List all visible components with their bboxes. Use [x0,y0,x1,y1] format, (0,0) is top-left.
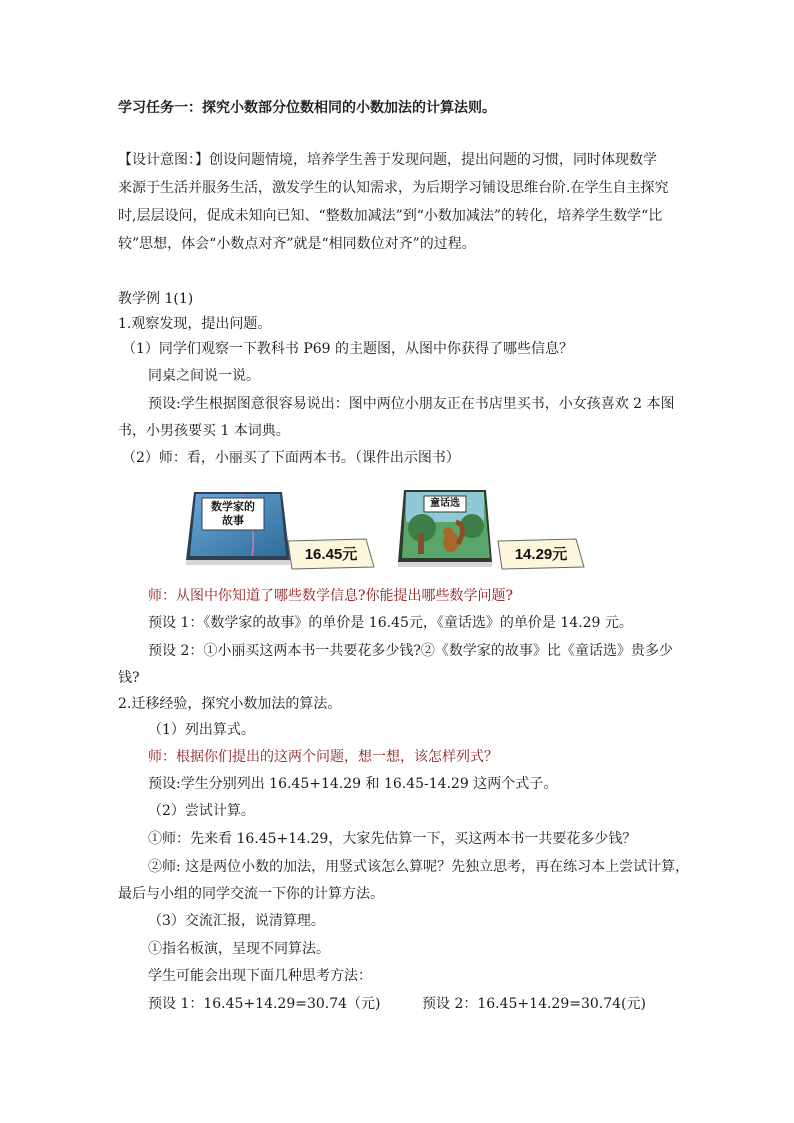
step2-sub-3-b: 学生可能会出现下面几种思考方法： [148,968,372,984]
step2-sub-1: （1）列出算式。 [148,722,255,738]
step1-preset-line-2: 书，小男孩要买 1 本词典。 [118,423,290,439]
book-math-stories [182,486,294,570]
design-intent-line-1: 【设计意图：】创设问题情境，培养学生善于发现问题，提出问题的习惯，同时体现数学 [118,152,657,168]
book-math-stories-price: 16.45元 [304,546,358,563]
step2-sub-2: （2）尝试计算。 [148,803,255,819]
step2-sub-2-b-line-1: ②师: 这是两位小数的加法，用竖式该怎么算呢？先独立思考，再在练习本上尝试计算， [148,859,690,875]
teacher-question: 师：从图中你知道了哪些数学信息?你能提出哪些数学问题? [148,588,514,604]
price-tag-math-stories [286,535,376,571]
design-intent-line-2: 来源于生活并服务生活，激发学生的认知需求，为后期学习铺设思维台阶.在学生自主探究 [118,180,669,196]
step1-question-1: （1）同学们观察一下教科书 P69 的主题图，从图中你获得了哪些信息？ [122,341,574,357]
step2-sub-3-preset-2: 预设 2：16.45+14.29=30.74(元) [422,996,646,1012]
book-fairy-tales [396,486,496,572]
step2-sub-1-teacher: 师：根据你们提出的这两个问题，想一想，该怎样列式？ [148,749,498,765]
price-tag-fairy-tales [496,535,586,571]
design-intent-line-4: 较”思想，体会“小数点对齐”就是“相同数位对齐”的过程。 [118,236,476,252]
book-math-stories-title-2: 故事 [222,514,244,527]
step1-preset-line-1: 预设:学生根据图意很容易说出：图中两位小朋友正在书店里买书，小女孩喜欢 2 本图 [148,396,675,412]
step2-title: 2.迁移经验，探究小数加法的算法。 [118,696,342,712]
book-math-stories-cover-icon [182,486,294,570]
preset-1: 预设 1：《数学家的故事》的单价是 16.45元，《童话选》的单价是 14.29 元。 [148,615,633,631]
step2-sub-1-preset: 预设:学生分别列出 16.45+14.29 和 16.45-14.29 这两个式子。 [148,776,558,792]
design-intent-line-3: 时,层层设问，促成未知向已知、“整数加减法”到“小数加减法”的转化，培养学生数学“比 [118,208,663,224]
step1-title: 1.观察发现，提出问题。 [118,316,272,332]
step1-question-1-note: 同桌之间说一说。 [148,368,260,384]
preset-2-line-2: 钱? [118,670,140,686]
example-title: 教学例 1(1) [118,291,194,307]
preset-2-line-1: 预设 2：①小丽买这两本书一共要花多少钱?②《数学家的故事》比《童话选》贵多少 [148,643,673,659]
step2-sub-2-a: ①师：先来看 16.45+14.29，大家先估算一下，买这两本书一共要花多少钱？ [148,831,637,847]
step2-sub-3-a: ①指名板演，呈现不同算法。 [148,941,330,957]
book-fairy-tales-price: 14.29元 [514,546,568,563]
book-math-stories-title-1: 数学家的 [211,500,255,513]
step2-sub-3-preset-1: 预设 1：16.45+14.29=30.74（元) [148,996,381,1012]
book-fairy-tales-title: 童话选 [430,498,460,509]
step2-sub-2-b-line-2: 最后与小组的同学交流一下你的计算方法。 [118,886,384,902]
section-heading: 学习任务一：探究小数部分位数相同的小数加法的计算法则。 [118,100,496,116]
step2-sub-3: （3）交流汇报，说清算理。 [148,913,325,929]
step1-question-2: （2）师：看，小丽买了下面两本书。（课件出示图书） [122,450,460,466]
